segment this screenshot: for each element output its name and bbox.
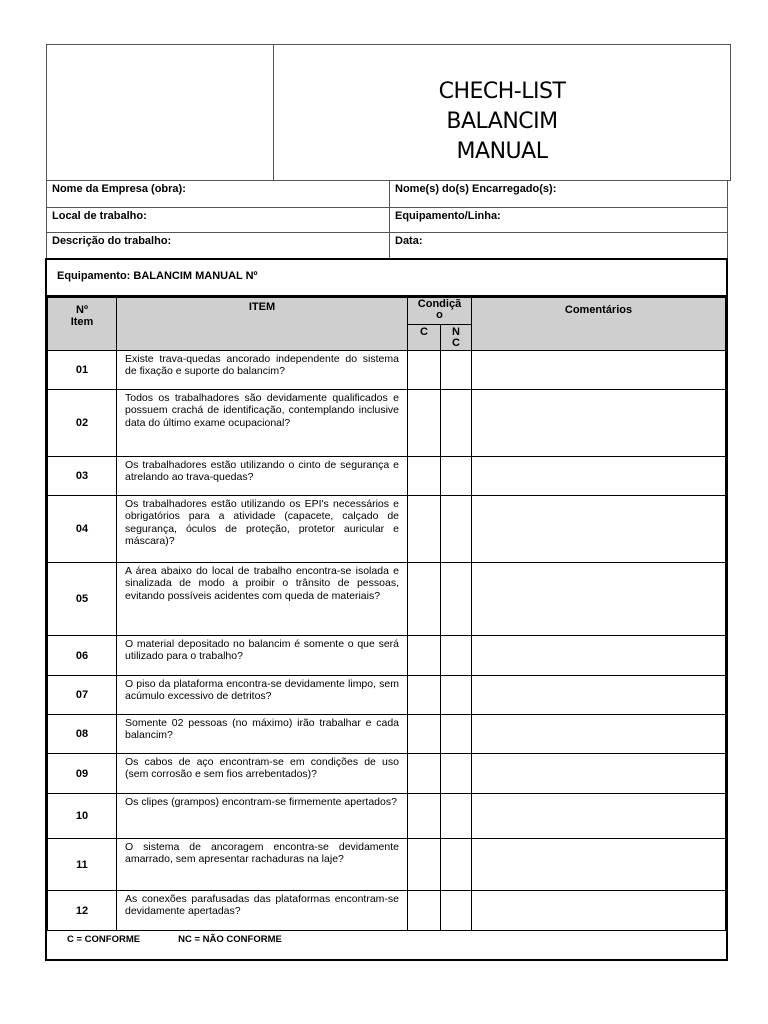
table-row: [48, 563, 726, 636]
item-text: As conexões parafusadas das plataformas encontram-se devidamente apertadas?: [117, 891, 408, 931]
legend: [47, 927, 726, 959]
header-conforme: C: [408, 325, 441, 351]
nao-conforme-cell[interactable]: [441, 390, 472, 457]
nao-conforme-cell[interactable]: [441, 754, 472, 794]
document-header: [46, 44, 731, 181]
title-area: [274, 45, 730, 180]
item-number: 12: [48, 891, 117, 931]
nao-conforme-cell[interactable]: [441, 457, 472, 496]
conforme-cell[interactable]: [408, 839, 441, 891]
comment-cell[interactable]: [472, 754, 726, 794]
comment-cell[interactable]: [472, 839, 726, 891]
document-title: [397, 77, 607, 167]
item-text: Os clipes (grampos) encontram-se firmemente apertados?: [117, 794, 408, 839]
equipment-line-field[interactable]: Equipamento/Linha:: [390, 208, 728, 233]
comment-cell[interactable]: [472, 563, 726, 636]
nao-conforme-cell[interactable]: [441, 839, 472, 891]
table-row: [48, 390, 726, 457]
conforme-cell[interactable]: [408, 715, 441, 754]
item-number: 11: [48, 839, 117, 891]
comment-cell[interactable]: [472, 457, 726, 496]
table-row: [48, 754, 726, 794]
item-text: Os trabalhadores estão utilizando os EPI's necessários e obrigatórios para a atividade (capacete, calçado de segurança, óculos de proteção, protetor auricular e máscara)?: [117, 496, 408, 563]
conforme-cell[interactable]: [408, 891, 441, 931]
nao-conforme-cell[interactable]: [441, 794, 472, 839]
item-number: 07: [48, 676, 117, 715]
conforme-cell[interactable]: [408, 496, 441, 563]
item-number: 04: [48, 496, 117, 563]
conforme-cell[interactable]: [408, 351, 441, 390]
item-number: 09: [48, 754, 117, 794]
checklist-frame: [45, 258, 728, 961]
header-nao-conforme: [441, 325, 472, 351]
work-description-field[interactable]: Descrição do trabalho:: [47, 233, 390, 258]
table-row: [48, 891, 726, 931]
header-condition-line1: Condiçã: [417, 298, 462, 310]
nao-conforme-cell[interactable]: [441, 563, 472, 636]
info-table: [46, 180, 728, 258]
legend-conforme: C = CONFORME: [67, 934, 141, 945]
nao-conforme-cell[interactable]: [441, 715, 472, 754]
item-number: 10: [48, 794, 117, 839]
comment-cell[interactable]: [472, 794, 726, 839]
table-row: [48, 496, 726, 563]
table-row: [48, 351, 726, 390]
item-text: Os cabos de aço encontram-se em condições de uso (sem corrosão e sem fios arrebentados)?: [117, 754, 408, 794]
table-row: [48, 839, 726, 891]
equipment-label: Equipamento: BALANCIM MANUAL Nº: [47, 260, 726, 297]
date-field[interactable]: Data:: [390, 233, 728, 258]
header-no-line2: Item: [70, 316, 94, 328]
item-number: 03: [48, 457, 117, 496]
conforme-cell[interactable]: [408, 563, 441, 636]
checklist-table: [47, 297, 726, 931]
table-row: [48, 794, 726, 839]
item-text: Todos os trabalhadores são devidamente qualificados e possuem crachá de identificação, contemplando inclusive data do último exame ocupacional?: [117, 390, 408, 457]
item-text: Os trabalhadores estão utilizando o cinto de segurança e atrelando ao trava-quedas?: [117, 457, 408, 496]
comment-cell[interactable]: [472, 676, 726, 715]
title-line-1: CHECH-LIST BALANCIM: [438, 79, 566, 134]
header-nc-line1: N: [452, 326, 460, 338]
conforme-cell[interactable]: [408, 794, 441, 839]
item-text: O piso da plataforma encontra-se devidamente limpo, sem acúmulo excessivo de detritos?: [117, 676, 408, 715]
item-text: O material depositado no balancim é somente o que será utilizado para o trabalho?: [117, 636, 408, 676]
conforme-cell[interactable]: [408, 754, 441, 794]
conforme-cell[interactable]: [408, 676, 441, 715]
comment-cell[interactable]: [472, 351, 726, 390]
item-number: 02: [48, 390, 117, 457]
nao-conforme-cell[interactable]: [441, 891, 472, 931]
item-number: 06: [48, 636, 117, 676]
nao-conforme-cell[interactable]: [441, 351, 472, 390]
item-text: Existe trava-quedas ancorado independente do sistema de fixação e suporte do balancim?: [117, 351, 408, 390]
conforme-cell[interactable]: [408, 636, 441, 676]
table-row: [48, 636, 726, 676]
item-text: A área abaixo do local de trabalho encontra-se isolada e sinalizada de modo a proibir o trânsito de pessoas, evitando possíveis acidentes com queda de materiais?: [117, 563, 408, 636]
header-condition: [408, 298, 472, 325]
logo-placeholder: [47, 45, 274, 180]
comment-cell[interactable]: [472, 390, 726, 457]
item-text: O sistema de ancoragem encontra-se devidamente amarrado, sem apresentar rachaduras na laje?: [117, 839, 408, 891]
header-comments: Comentários: [472, 298, 726, 351]
item-text: Somente 02 pessoas (no máximo) irão trabalhar e cada balancim?: [117, 715, 408, 754]
comment-cell[interactable]: [472, 636, 726, 676]
header-no-line1: Nº: [76, 304, 88, 316]
conforme-cell[interactable]: [408, 390, 441, 457]
comment-cell[interactable]: [472, 891, 726, 931]
company-field[interactable]: Nome da Empresa (obra):: [47, 181, 390, 208]
table-row: [48, 676, 726, 715]
table-row: [48, 457, 726, 496]
header-item: ITEM: [117, 298, 408, 351]
header-condition-line2: o: [436, 309, 443, 321]
item-number: 05: [48, 563, 117, 636]
header-nc-line2: C: [452, 337, 460, 349]
item-number: 08: [48, 715, 117, 754]
workplace-field[interactable]: Local de trabalho:: [47, 208, 390, 233]
comment-cell[interactable]: [472, 715, 726, 754]
nao-conforme-cell[interactable]: [441, 496, 472, 563]
foreman-field[interactable]: Nome(s) do(s) Encarregado(s):: [390, 181, 728, 208]
nao-conforme-cell[interactable]: [441, 636, 472, 676]
legend-nao-conforme: NC = NÃO CONFORME: [178, 934, 282, 945]
nao-conforme-cell[interactable]: [441, 676, 472, 715]
item-number: 01: [48, 351, 117, 390]
conforme-cell[interactable]: [408, 457, 441, 496]
table-row: [48, 715, 726, 754]
title-line-2: MANUAL: [456, 139, 548, 164]
header-item-number: [48, 298, 117, 351]
comment-cell[interactable]: [472, 496, 726, 563]
